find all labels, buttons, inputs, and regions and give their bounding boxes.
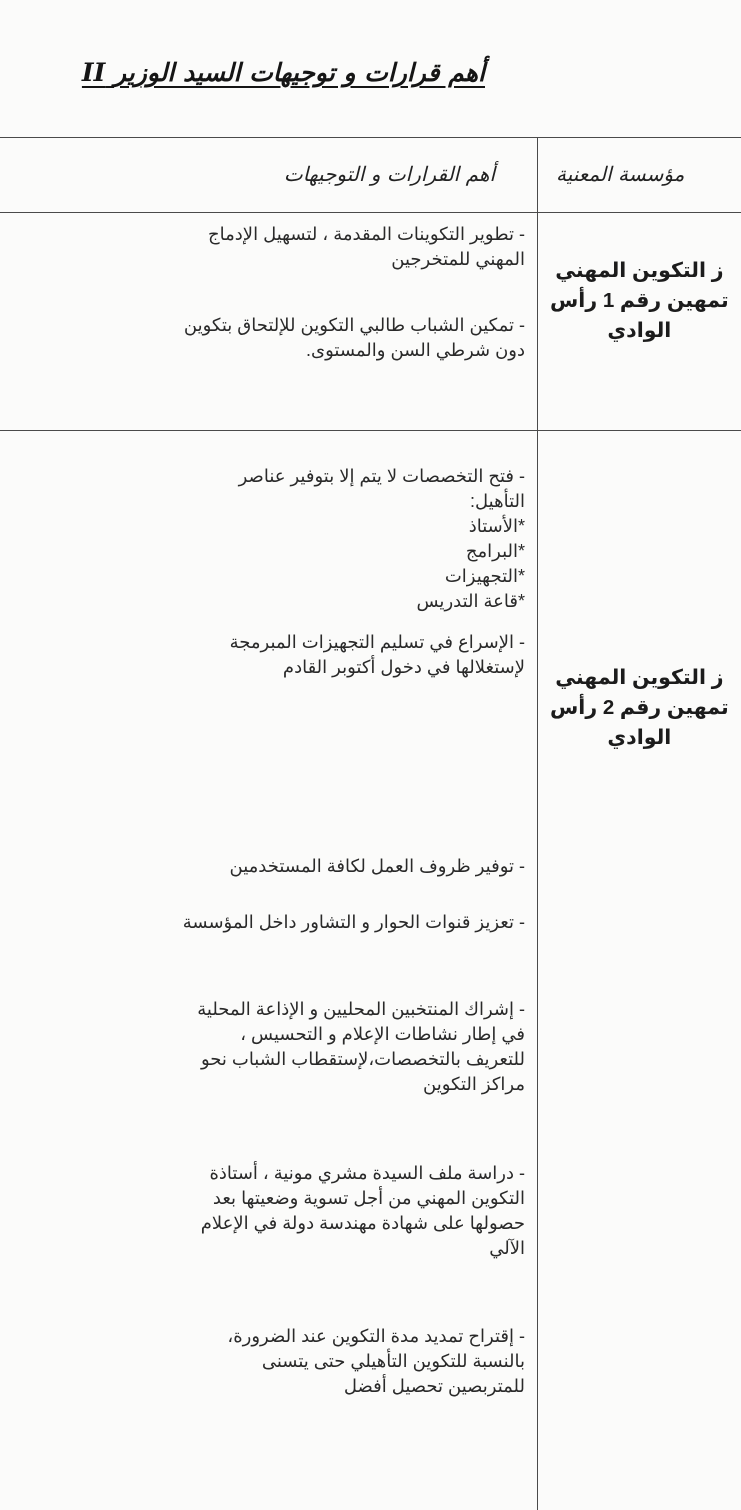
decision-line: للمتربصين تحصيل أفضل	[343, 1376, 525, 1396]
decision-item	[5, 630, 525, 680]
decision-line: مراكز التكوين	[423, 1074, 525, 1094]
row1-institution-line: تمهين رقم 1 رأس	[550, 289, 729, 312]
decision-line: الآلي	[489, 1238, 525, 1258]
decision-line: المهني للمتخرجين	[391, 249, 525, 269]
row2-institution-line: تمهين رقم 2 رأس	[550, 696, 729, 719]
decision-line: في إطار نشاطات الإعلام و التحسيس ،	[240, 1024, 525, 1044]
decision-item	[5, 222, 525, 272]
decision-line: - فتح التخصصات لا يتم إلا بتوفير عناصر	[238, 466, 525, 486]
decision-line: التأهيل:	[470, 491, 525, 511]
header-bottom-border	[0, 212, 741, 213]
decision-line: - الإسراع في تسليم التجهيزات المبرمجة	[229, 632, 525, 652]
row2-institution-name	[550, 663, 729, 753]
row1-institution-name	[550, 256, 729, 346]
section-heading	[25, 58, 485, 87]
decision-item	[5, 1161, 525, 1261]
decision-item	[5, 910, 525, 935]
column-divider	[537, 137, 538, 1510]
decision-line: *التجهيزات	[444, 566, 525, 586]
decision-line: - إقتراح تمديد مدة التكوين عند الضرورة،	[227, 1326, 525, 1346]
decision-item	[5, 854, 525, 879]
decision-line: حصولها على شهادة مهندسة دولة في الإعلام	[200, 1213, 525, 1233]
decision-line: - توفير ظروف العمل لكافة المستخدمين	[229, 856, 525, 876]
decision-item	[5, 997, 525, 1097]
decision-line: دون شرطي السن والمستوى.	[306, 340, 525, 360]
row1-institution-line: ز التكوين المهني	[555, 259, 724, 282]
decision-line: - دراسة ملف السيدة مشري مونية ، أستاذة	[209, 1163, 525, 1183]
row2-institution-line: ز التكوين المهني	[555, 666, 724, 689]
decision-line: - تعزيز قنوات الحوار و التشاور داخل المؤسسة	[182, 912, 525, 932]
decision-item	[5, 1324, 525, 1399]
row1-bottom-border	[0, 430, 741, 431]
decision-line: بالنسبة للتكوين التأهيلي حتى يتسنى	[261, 1351, 525, 1371]
decision-line: *الأستاذ	[468, 516, 525, 536]
row1-institution-line: الوادي	[607, 319, 672, 342]
decision-line: - إشراك المنتخبين المحليين و الإذاعة المحلية	[197, 999, 525, 1019]
decision-line: - تطوير التكوينات المقدمة ، لتسهيل الإدماج	[208, 224, 525, 244]
table-top-border	[0, 137, 741, 138]
column-header-institution: مؤسسة المعنية	[556, 162, 685, 186]
row2-institution-line: الوادي	[607, 726, 672, 749]
heading-text: أهم قرارات و توجيهات السيد الوزير	[114, 58, 485, 87]
column-header-decisions: أهم القرارات و التوجيهات	[283, 162, 495, 186]
decision-item	[5, 313, 525, 363]
heading-roman-numeral: II	[81, 58, 106, 87]
decision-line: لإستغلالها في دخول أكتوبر القادم	[282, 657, 525, 677]
decision-line: *البرامج	[465, 541, 525, 561]
decision-line: *قاعة التدريس	[416, 591, 525, 611]
decision-line: - تمكين الشباب طالبي التكوين للإلتحاق بتكوين	[183, 315, 525, 335]
decision-line: للتعريف بالتخصصات،لإستقطاب الشباب نحو	[200, 1049, 525, 1069]
decision-item	[5, 464, 525, 614]
decision-line: التكوين المهني من أجل تسوية وضعيتها بعد	[212, 1188, 525, 1208]
